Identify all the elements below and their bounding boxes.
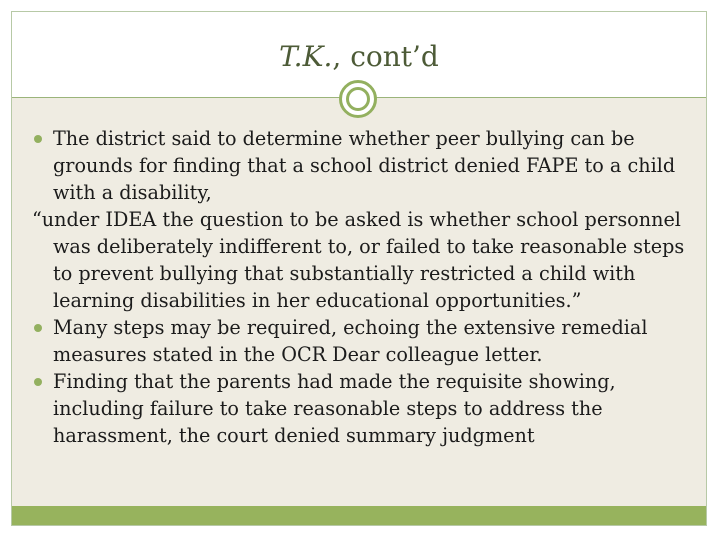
footer-bar xyxy=(12,506,706,525)
slide-title-case-name: T.K. xyxy=(279,40,333,73)
paragraph-text: “under IDEA the question to be asked is whether school personnel was deliberately indifferent to, or failed to take reasonable steps to prevent bullying that substantially restricted a child with learning disabilities in her educational opportunities.” xyxy=(32,208,685,312)
paragraph-text: Many steps may be required, echoing the extensive remedial measures stated in the OCR Dear colleague letter. xyxy=(53,316,648,366)
paragraph-text: The district said to determine whether peer bullying can be grounds for finding that a school district denied FAPE to a child with a disability, xyxy=(53,127,676,204)
bullet-paragraph-1 xyxy=(32,125,696,206)
slide-title-suffix: , cont’d xyxy=(332,40,439,73)
slide-body xyxy=(32,125,696,449)
bullet-paragraph-3 xyxy=(32,368,696,449)
paragraph-text: Finding that the parents had made the requisite showing, including failure to take reasonable steps to address the harassment, the court denied summary judgment xyxy=(53,370,616,447)
circle-ornament-inner xyxy=(346,87,370,111)
slide xyxy=(11,11,707,526)
bullet-dot-icon xyxy=(34,378,42,386)
bullet-dot-icon xyxy=(34,324,42,332)
slide-title xyxy=(12,40,706,73)
quote-paragraph xyxy=(32,206,696,314)
bullet-paragraph-2 xyxy=(32,314,696,368)
circle-ornament-icon xyxy=(339,80,377,118)
bullet-dot-icon xyxy=(34,135,42,143)
